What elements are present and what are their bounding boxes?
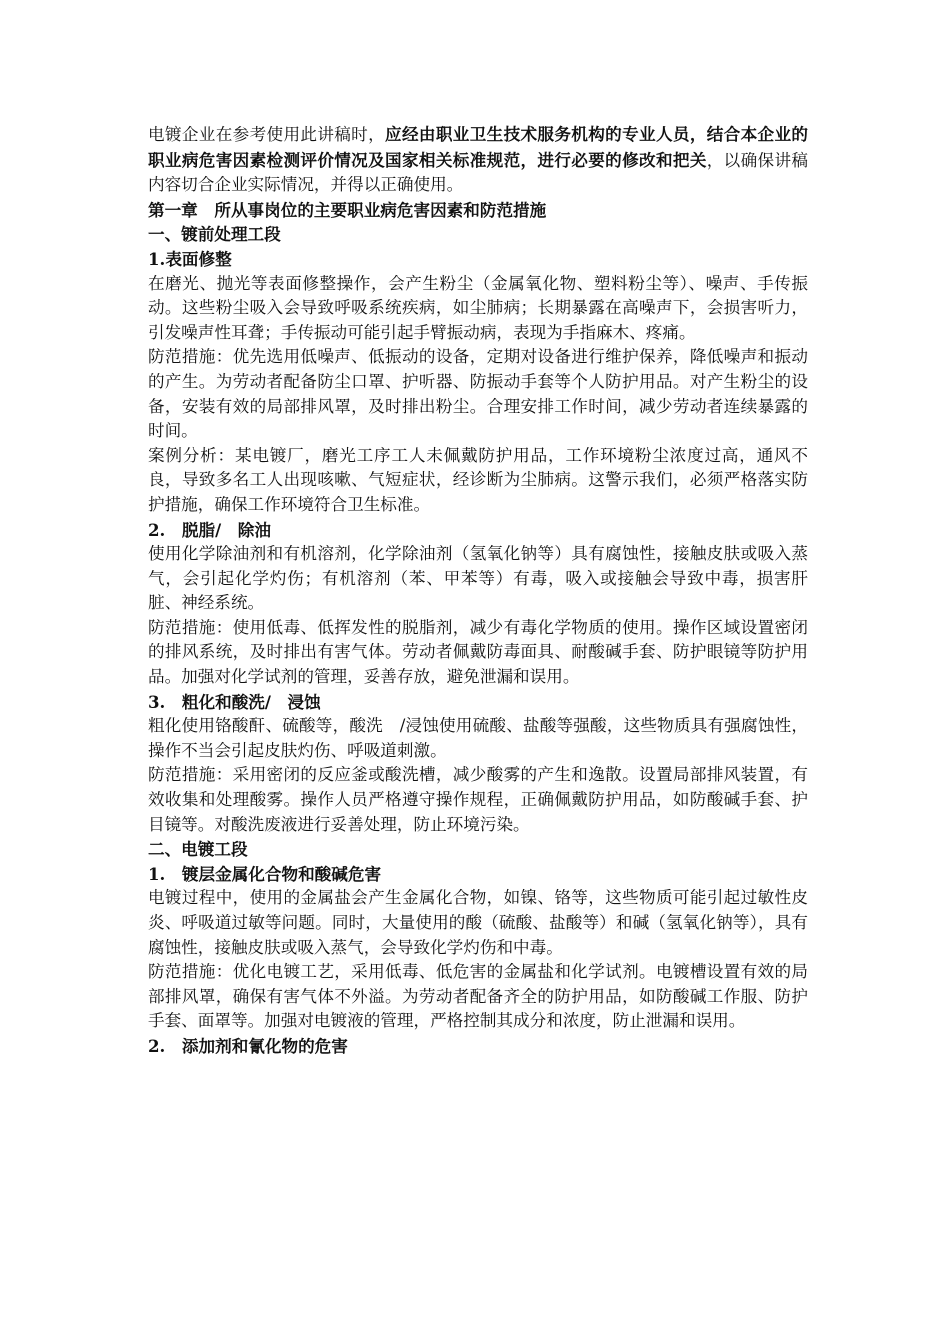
subsection-heading-1-1: 1.表面修整 (148, 248, 232, 269)
intro-tail: ，以确保讲稿内容切合企业实际情况，并得以正确使用。 (148, 150, 809, 195)
paragraph-hazard-2-1: 电镀过程中，使用的金属盐会产生金属化合物，如镍、铬等，这些物质可能引起过敏性皮炎、呼吸道过敏等问题。同时，大量使用的酸（硫酸、盐酸等）和碱（氢氧化钠等），具有腐蚀性，接触皮肤或吸入蒸气，会导致化学灼伤和中毒。 (148, 888, 808, 957)
intro-bold: 应经由职业卫生技术服务机构的专业人员，结合本企业的职业病危害因素检测评价情况及国家相关标准规范，进行必要的修改和把关 (148, 124, 809, 170)
intro-paragraph (148, 122, 808, 198)
paragraph-measures-1-2: 防范措施：使用低毒、低挥发性的脱脂剂，减少有毒化学物质的使用。操作区域设置密闭的排风系统，及时排出有害气体。劳动者佩戴防毒面具、耐酸碱手套、防护眼镜等防护用品。加强对化学试剂的管理，妥善存放，避免泄漏和误用。 (148, 617, 808, 687)
paragraph-hazard-1-2: 使用化学除油剂和有机溶剂，化学除油剂（氢氧化钠等）具有腐蚀性，接触皮肤或吸入蒸气，会引起化学灼伤；有机溶剂（苯、甲苯等）有毒，吸入或接触会导致中毒，损害肝脏、神经系统。 (148, 544, 808, 613)
paragraph-case-1-1: 案例分析：某电镀厂，磨光工序工人未佩戴防护用品，工作环境粉尘浓度过高，通风不良，导致多名工人出现咳嗽、气短症状，经诊断为尘肺病。这警示我们，必须严格落实防护措施，确保工作环境符合卫生标准。 (148, 445, 808, 514)
paragraph-measures-1-3: 防范措施：采用密闭的反应釜或酸洗槽，减少酸雾的产生和逸散。设置局部排风装置，有效收集和处理酸雾。操作人员严格遵守操作规程，正确佩戴防护用品，如防酸碱手套、护目镜等。对酸洗废液进行妥善处理，防止环境污染。 (148, 765, 808, 834)
section-heading-1: 一、镀前处理工段 (148, 224, 281, 245)
chapter-title: 第一章 所从事岗位的主要职业病危害因素和防范措施 (148, 199, 547, 220)
document-page (148, 122, 808, 1059)
subsection-heading-1-2: 2. 脱脂/ 除油 (148, 519, 271, 540)
paragraph-hazard-1-1: 在磨光、抛光等表面修整操作，会产生粉尘（金属氧化物、塑料粉尘等）、噪声、手传振动。这些粉尘吸入会导致呼吸系统疾病，如尘肺病；长期暴露在高噪声下，会损害听力，引发噪声性耳聋；手传振动可能引起手臂振动病，表现为手指麻木、疼痛。 (148, 273, 808, 342)
subsection-heading-1-3: 3. 粗化和酸洗/ 浸蚀 (148, 691, 321, 712)
subsection-heading-2-2: 2. 添加剂和氰化物的危害 (148, 1035, 348, 1056)
intro-lead: 电镀企业在参考使用此讲稿时， (148, 125, 386, 144)
paragraph-measures-1-1: 防范措施：优先选用低噪声、低振动的设备，定期对设备进行维护保养，降低噪声和振动的产生。为劳动者配备防尘口罩、护听器、防振动手套等个人防护用品。对产生粉尘的设备，安装有效的局部排风罩，及时排出粉尘。合理安排工作时间，减少劳动者连续暴露的时间。 (148, 347, 808, 441)
subsection-heading-2-1: 1. 镀层金属化合物和酸碱危害 (148, 863, 382, 884)
paragraph-hazard-1-3: 粗化使用铬酸酐、硫酸等，酸洗 /浸蚀使用硫酸、盐酸等强酸，这些物质具有强腐蚀性，操作不当会引起皮肤灼伤、呼吸道刺激。 (148, 716, 808, 760)
paragraph-measures-2-1: 防范措施：优化电镀工艺，采用低毒、低危害的金属盐和化学试剂。电镀槽设置有效的局部排风罩，确保有害气体不外溢。为劳动者配备齐全的防护用品，如防酸碱工作服、防护手套、面罩等。加强对电镀液的管理，严格控制其成分和浓度，防止泄漏和误用。 (148, 962, 808, 1031)
section-heading-2: 二、电镀工段 (148, 839, 248, 860)
